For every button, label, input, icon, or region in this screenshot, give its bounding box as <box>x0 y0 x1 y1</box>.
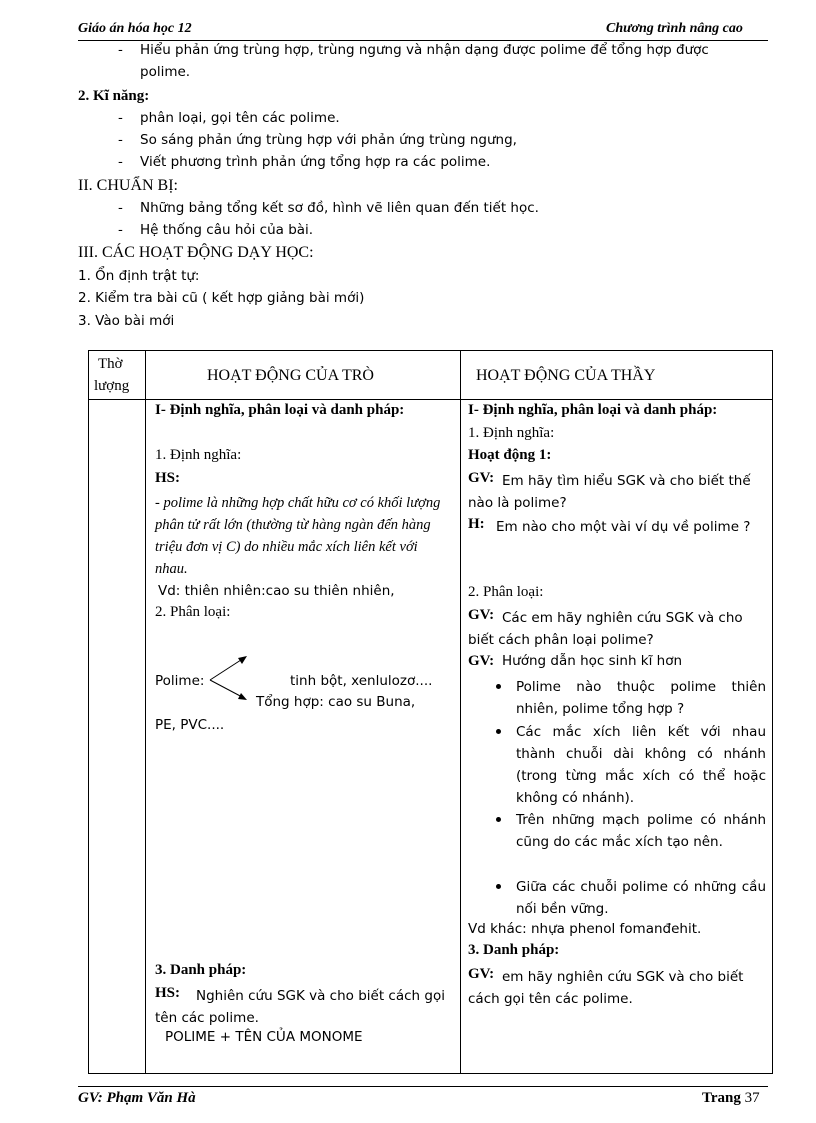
student-naming-text: Nghiên cứu SGK và cho biết cách gọi tên các polime. <box>155 988 445 1026</box>
col1-header-line2: lượng <box>94 378 130 394</box>
table-border-bottom <box>88 1073 773 1074</box>
prep-item: Những bảng tổng kết sơ đồ, hình vẽ liên quan đến tiết học. <box>140 200 539 216</box>
table-border-right <box>772 350 773 1074</box>
natural-polymers: tinh bột, xenlulozơ.... <box>290 673 433 689</box>
student-def-heading: 1. Định nghĩa: <box>155 447 242 463</box>
gv4-label: GV: <box>468 966 495 982</box>
bullet-item: Trên những mạch polime có nhánh cũng do các mắc xích tạo nên. <box>516 812 766 850</box>
dash: - <box>118 200 123 216</box>
other-example: Vd khác: nhựa phenol fomanđehit. <box>468 921 702 937</box>
page-number: 37 <box>744 1090 760 1106</box>
teacher-title: I- Định nghĩa, phân loại và danh pháp: <box>468 402 718 418</box>
bullet <box>496 884 501 889</box>
gv1-label: GV: <box>468 470 495 486</box>
skill-item: Viết phương trình phản ứng tổng hợp ra các polime. <box>140 154 491 170</box>
table-border-top <box>88 350 773 351</box>
synthetic-polymers: Tổng hợp: cao su Buna, <box>256 694 416 710</box>
teacher-class-heading: 2. Phân loại: <box>468 584 544 600</box>
objective-item: Hiểu phản ứng trùng hợp, trùng ngưng và nhận dạng được polime để tổng hợp được <box>140 42 709 58</box>
skills-heading: 2. Kĩ năng: <box>78 88 150 104</box>
student-title: I- Định nghĩa, phân loại và danh pháp: <box>155 402 405 418</box>
col3-header: HOẠT ĐỘNG CỦA THẦY <box>476 367 656 384</box>
polime-label: Polime: <box>155 673 205 689</box>
h-text: Em nào cho một vài ví dụ về polime ? <box>496 519 751 535</box>
dash: - <box>118 42 123 58</box>
table-border-left <box>88 350 89 1074</box>
col2-header: HOẠT ĐỘNG CỦA TRÒ <box>207 367 374 384</box>
student-example: Vd: thiên nhiên:cao su thiên nhiên, <box>158 583 395 599</box>
gv2-text: Các em hãy nghiên cứu SGK và cho biết cách phân loại polime? <box>468 610 743 648</box>
teacher-def-heading: 1. Định nghĩa: <box>468 425 555 441</box>
footer-page <box>702 1090 760 1107</box>
bullet <box>496 729 501 734</box>
activities-heading: III. CÁC HOẠT ĐỘNG DẠY HỌC: <box>78 244 314 261</box>
bullet-item: Polime nào thuộc polime thiên nhiên, polime tổng hợp ? <box>516 679 766 717</box>
gv3-label: GV: <box>468 653 495 669</box>
synthetic-polymers-cont: PE, PVC.... <box>155 717 225 733</box>
footer-divider <box>78 1086 768 1087</box>
gv1-text: Em hãy tìm hiểu SGK và cho biết thế nào là polime? <box>468 473 751 511</box>
footer-teacher: GV: Phạm Văn Hà <box>78 1090 196 1106</box>
header-right: Chương trình nâng cao <box>606 21 743 36</box>
gv4-text: em hãy nghiên cứu SGK và cho biết cách gọi tên các polime. <box>468 969 744 1007</box>
student-naming-heading: 3. Danh pháp: <box>155 962 247 978</box>
dash: - <box>118 110 123 126</box>
table-header-divider <box>88 399 773 400</box>
student-class-heading: 2. Phân loại: <box>155 604 231 620</box>
skill-item: So sáng phản ứng trùng hợp với phản ứng trùng ngưng, <box>140 132 517 148</box>
classification-arrows <box>206 652 256 704</box>
teacher-naming-heading: 3. Danh pháp: <box>468 942 560 958</box>
activity-step: 2. Kiểm tra bài cũ ( kết hợp giảng bài mới) <box>78 290 365 306</box>
table-col-divider-2 <box>460 350 461 1074</box>
page-label: Trang <box>702 1090 741 1106</box>
gv2-label: GV: <box>468 607 495 623</box>
teacher-activity: Hoạt động 1: <box>468 447 552 463</box>
bullet <box>496 817 501 822</box>
student-def-text: - polime là những hợp chất hữu cơ có khối lượng phân tử rất lớn (thường từ hàng ngàn đến hàng triệu đơn vị C) do nhiều mắc xích liên kết với nhau. <box>155 495 441 577</box>
dash: - <box>118 132 123 148</box>
activity-step: 3. Vào bài mới <box>78 313 175 329</box>
dash: - <box>118 222 123 238</box>
header-divider <box>78 40 768 41</box>
prep-item: Hệ thống câu hỏi của bài. <box>140 222 314 238</box>
objective-item-cont: polime. <box>140 64 191 80</box>
prep-heading: II. CHUẨN BỊ: <box>78 177 178 194</box>
student-hs-label: HS: <box>155 470 181 486</box>
bullet-item: Giữa các chuỗi polime có những cầu nối bền vững. <box>516 879 766 917</box>
table-col-divider-1 <box>145 350 146 1074</box>
dash: - <box>118 154 123 170</box>
bullet <box>496 684 501 689</box>
naming-formula: POLIME + TÊN CỦA MONOME <box>165 1029 363 1045</box>
header-left: Giáo án hóa học 12 <box>78 21 192 36</box>
skill-item: phân loại, gọi tên các polime. <box>140 110 340 126</box>
activity-step: 1. Ổn định trật tự: <box>78 268 200 284</box>
bullet-item: Các mắc xích liên kết với nhau thành chuỗi dài không có nhánh (trong từng mắc xích có thể hoặc không có nhánh). <box>516 724 766 806</box>
gv3-text: Hướng dẫn học sinh kĩ hơn <box>502 653 683 669</box>
h-label: H: <box>468 516 485 532</box>
student-naming-hs: HS: <box>155 985 181 1001</box>
col1-header-line1: Thờ <box>98 356 123 372</box>
